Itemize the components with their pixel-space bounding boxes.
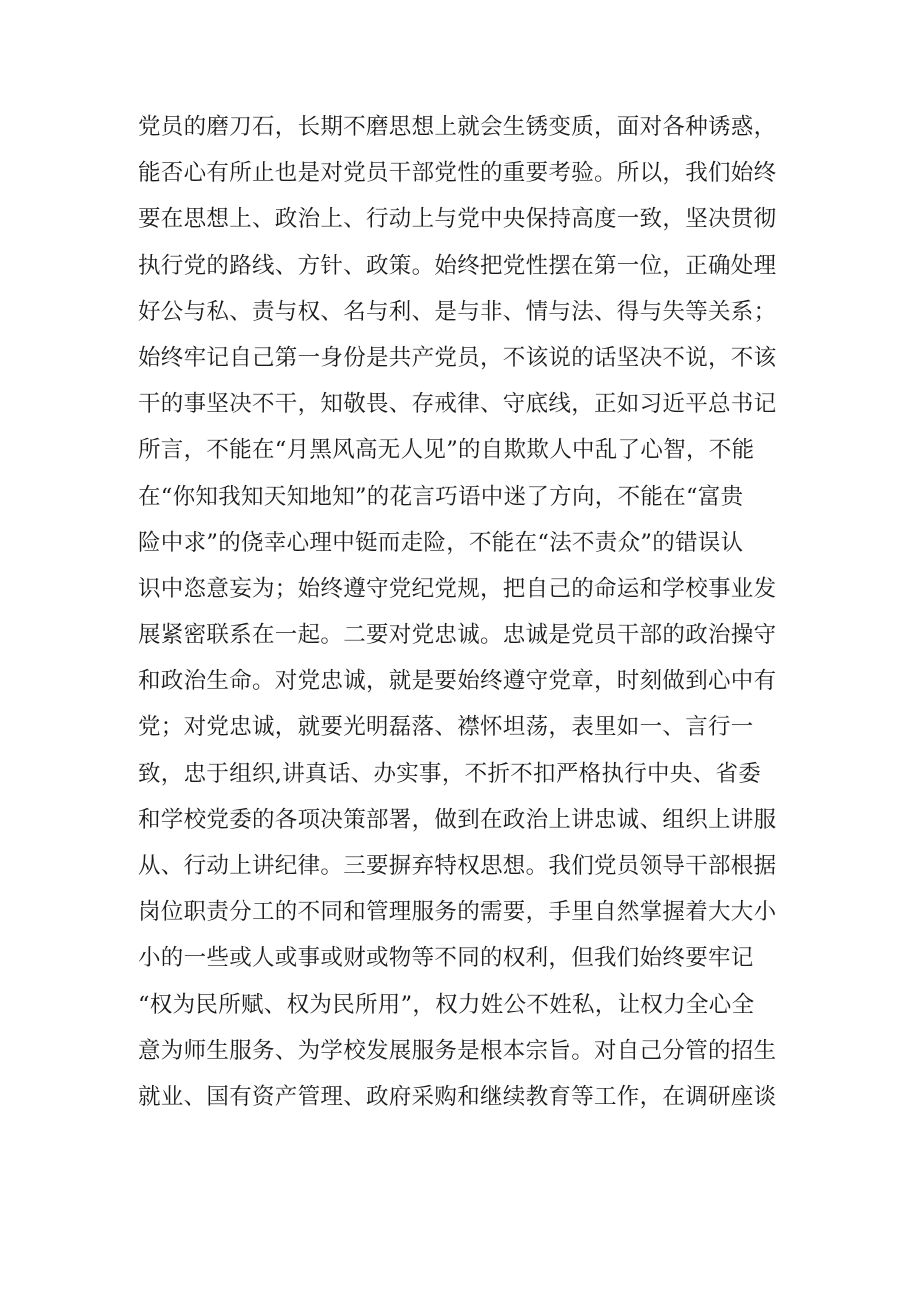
text-line: “权为民所赋、权为民所用”，权力姓公不姓私，让权力全心全 [138, 991, 755, 1018]
text-line: 和学校党委的各项决策部署，做到在政治上讲忠诚、组织上讲服 [138, 806, 777, 833]
text-line: 所言，不能在“月黑风高无人见”的自欺欺人中乱了心智，不能 [138, 437, 755, 464]
text-line: 始终牢记自己第一身份是共产党员，不该说的话坚决不说，不该 [138, 344, 777, 371]
text-line: 好公与私、责与权、名与利、是与非、情与法、得与失等关系； [138, 298, 777, 325]
text-line: 意为师生服务、为学校发展服务是根本宗旨。对自己分管的招生 [138, 1037, 777, 1064]
text-line: 小的一些或人或事或财或物等不同的权利，但我们始终要牢记 [138, 945, 754, 972]
text-line: 要在思想上、政治上、行动上与党中央保持高度一致，坚决贯彻 [138, 206, 777, 233]
text-line: 和政治生命。对党忠诚，就是要始终遵守党章，时刻做到心中有 [138, 668, 777, 695]
text-line: 党员的磨刀石，长期不磨思想上就会生锈变质，面对各种诱惑， [138, 114, 777, 140]
body-paragraph [138, 104, 788, 1120]
text-line: 险中求”的侥幸心理中铤而走险，不能在“法不责众”的错误认 [138, 529, 744, 556]
text-line: 执行党的路线、方针、政策。始终把党性摆在第一位，正确处理 [138, 252, 777, 279]
text-line: 识中恣意妄为；始终遵守党纪党规，把自己的命运和学校事业发 [138, 575, 777, 602]
text-line: 就业、国有资产管理、政府采购和继续教育等工作，在调研座谈 [138, 1083, 777, 1110]
text-line: 干的事坚决不干，知敬畏、存戒律、守底线，正如习近平总书记 [138, 391, 777, 418]
text-line: 能否心有所止也是对党员干部党性的重要考验。所以，我们始终 [138, 160, 777, 187]
text-line: 岗位职责分工的不同和管理服务的需要，手里自然掌握着大大小 [138, 899, 777, 926]
text-line: 从、行动上讲纪律。三要摒弃特权思想。我们党员领导干部根据 [138, 853, 777, 879]
text-line: 在“你知我知天知地知”的花言巧语中迷了方向，不能在“富贵 [138, 483, 744, 510]
text-line: 党；对党忠诚，就要光明磊落、襟怀坦荡，表里如一、言行一 [138, 714, 754, 741]
text-line: 展紧密联系在一起。二要对党忠诚。忠诚是党员干部的政治操守 [138, 622, 777, 649]
text-line: 致，忠于组织,讲真话、办实事，不折不扣严格执行中央、省委 [138, 760, 762, 787]
